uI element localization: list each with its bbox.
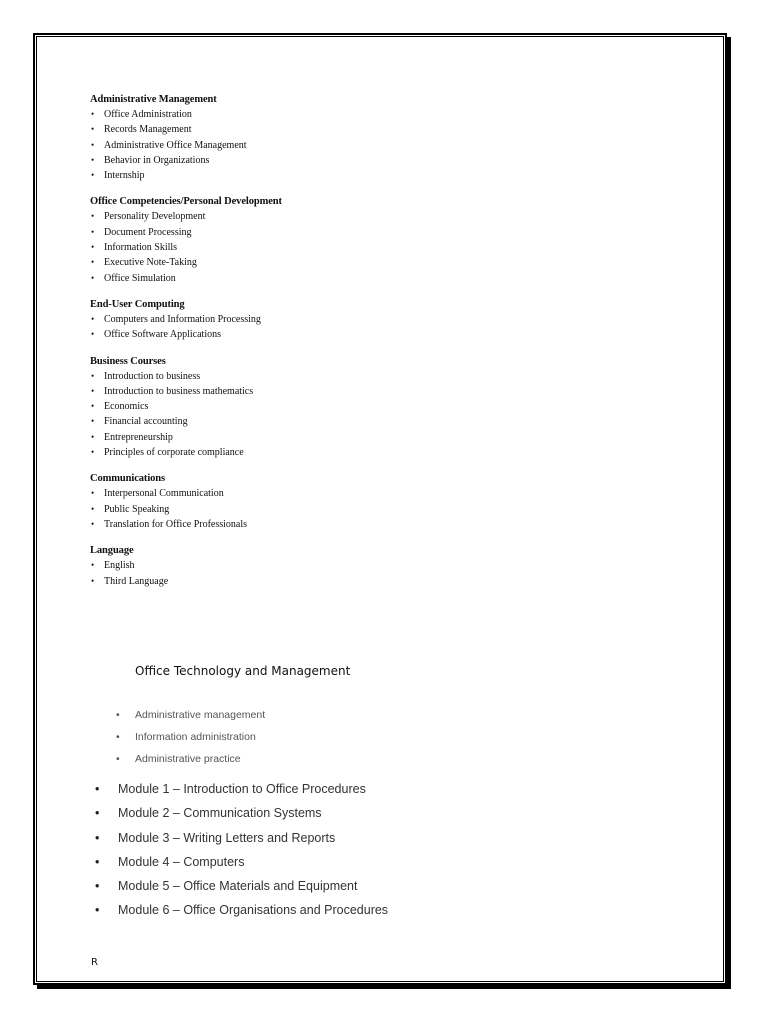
list-item: • Records Management bbox=[90, 122, 690, 137]
list-item: • Internship bbox=[90, 168, 690, 183]
section-title: Administrative Management bbox=[90, 94, 217, 105]
footer-mark: R bbox=[91, 957, 98, 968]
section-title: Office Competencies/Personal Development bbox=[90, 196, 282, 208]
section-list bbox=[90, 369, 690, 461]
list-item: • Document Processing bbox=[90, 225, 690, 240]
section-business-courses bbox=[90, 355, 690, 461]
module-item: • Module 3 – Writing Letters and Reports bbox=[95, 826, 388, 850]
list-item: • Translation for Office Professionals bbox=[90, 517, 690, 532]
section-communications bbox=[90, 472, 690, 532]
otm-heading: Office Technology and Management bbox=[135, 664, 351, 678]
list-item: • Introduction to business mathematics bbox=[90, 384, 690, 399]
list-item: • Entrepreneurship bbox=[90, 430, 690, 445]
list-item: • Third Language bbox=[90, 574, 690, 589]
module-list bbox=[95, 777, 388, 923]
list-item: • Personality Development bbox=[90, 209, 690, 224]
list-item: • Behavior in Organizations bbox=[90, 153, 690, 168]
list-item: • Office Administration bbox=[90, 107, 690, 122]
module-item: • Module 6 – Office Organisations and Procedures bbox=[95, 898, 388, 922]
module-item: • Module 5 – Office Materials and Equipment bbox=[95, 874, 388, 898]
section-title: Business Courses bbox=[90, 355, 166, 367]
list-item: • Information administration bbox=[116, 726, 265, 748]
list-item: • Office Simulation bbox=[90, 271, 690, 286]
module-item: • Module 1 – Introduction to Office Procedures bbox=[95, 777, 388, 801]
list-item: • Information Skills bbox=[90, 240, 690, 255]
list-item: • Executive Note-Taking bbox=[90, 255, 690, 270]
section-list bbox=[90, 558, 690, 589]
list-item: • Computers and Information Processing bbox=[90, 312, 690, 327]
section-office-competencies bbox=[90, 195, 690, 285]
section-administrative-management bbox=[90, 93, 690, 183]
list-item: • Public Speaking bbox=[90, 502, 690, 517]
section-list bbox=[90, 312, 690, 343]
list-item: • English bbox=[90, 558, 690, 573]
list-item: • Principles of corporate compliance bbox=[90, 445, 690, 460]
section-title: End-User Computing bbox=[90, 298, 185, 310]
module-item: • Module 4 – Computers bbox=[95, 850, 388, 874]
section-title: Language bbox=[90, 545, 134, 557]
list-item: • Financial accounting bbox=[90, 414, 690, 429]
section-language bbox=[90, 544, 690, 589]
otm-list bbox=[116, 704, 265, 770]
section-title: Communications bbox=[90, 473, 166, 485]
list-item: • Administrative practice bbox=[116, 748, 265, 770]
course-sections bbox=[90, 93, 690, 601]
list-item: • Administrative management bbox=[116, 704, 265, 726]
list-item: • Economics bbox=[90, 399, 690, 414]
list-item: • Administrative Office Management bbox=[90, 138, 690, 153]
section-end-user-computing bbox=[90, 298, 690, 343]
list-item: • Interpersonal Communication bbox=[90, 486, 690, 501]
list-item: • Introduction to business bbox=[90, 369, 690, 384]
section-list bbox=[90, 107, 690, 183]
section-list bbox=[90, 209, 690, 285]
list-item: • Office Software Applications bbox=[90, 327, 690, 342]
section-list bbox=[90, 486, 690, 532]
module-item: • Module 2 – Communication Systems bbox=[95, 801, 388, 825]
